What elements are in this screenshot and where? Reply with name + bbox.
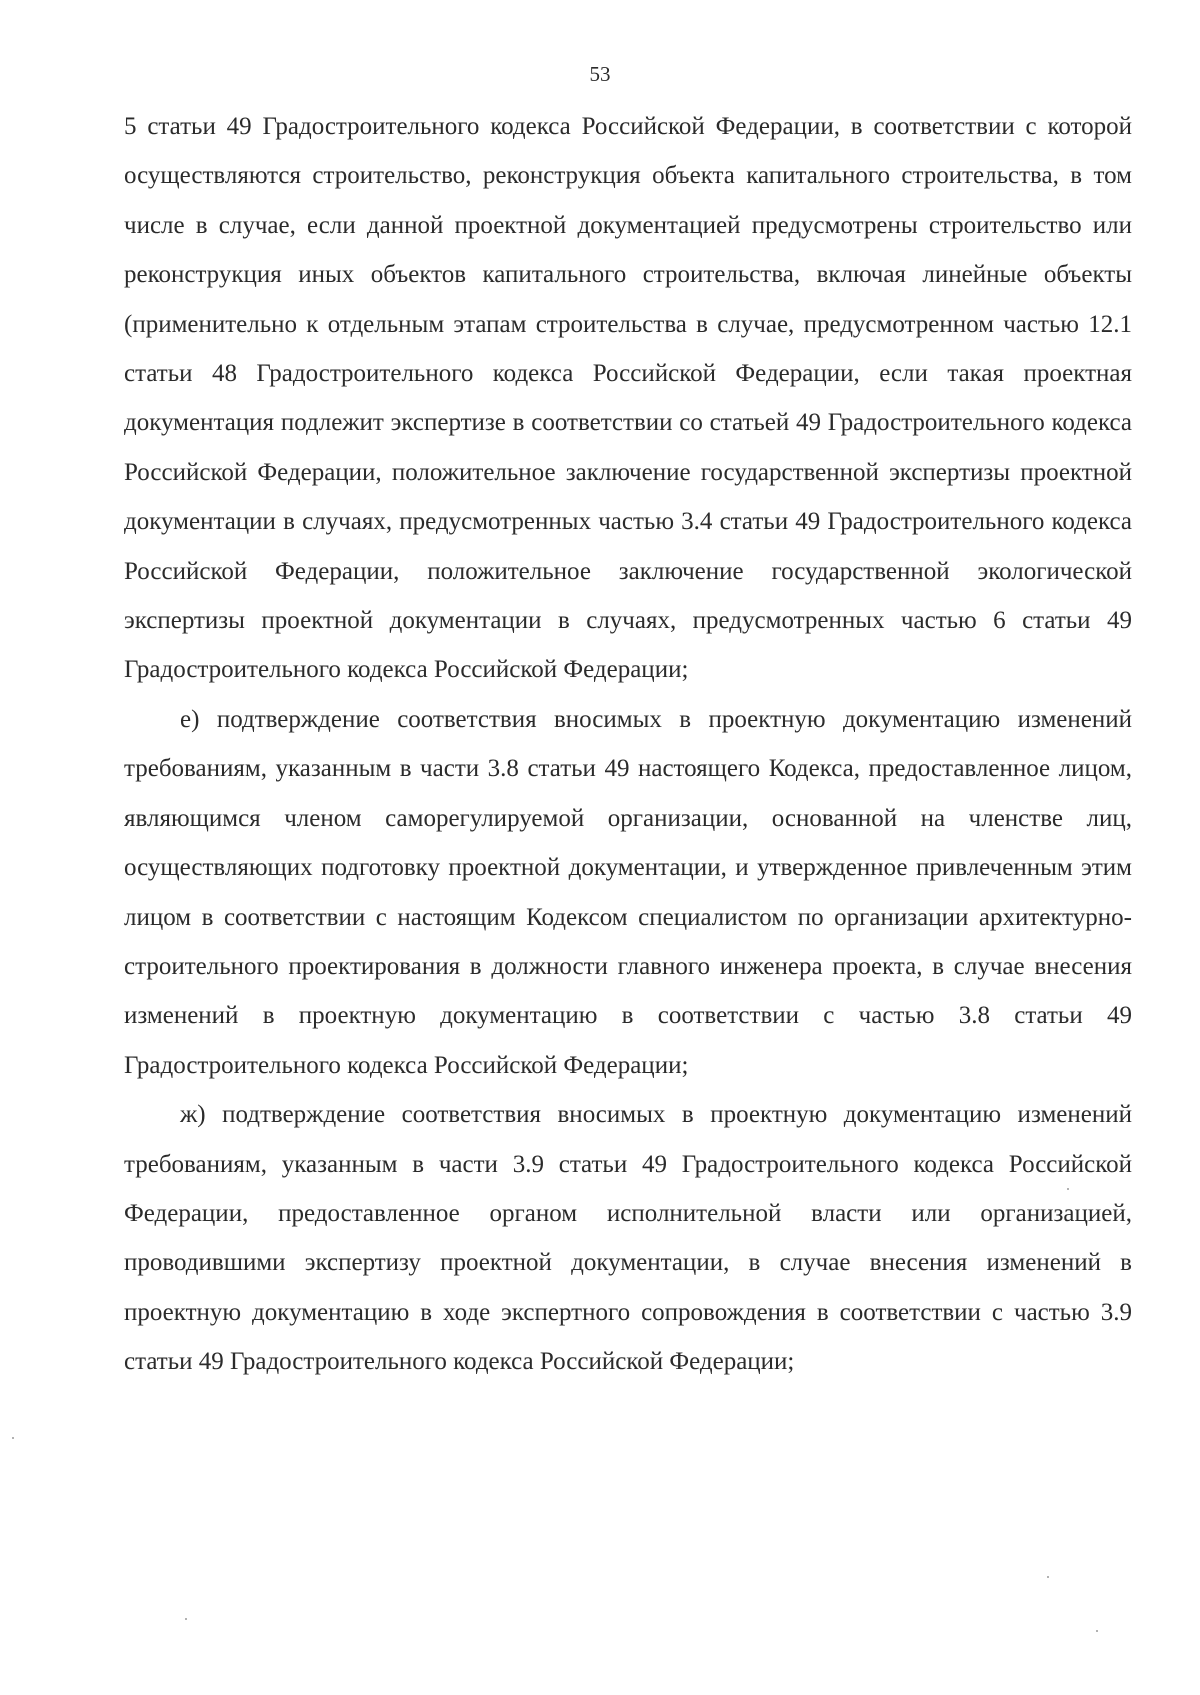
scan-speck [1047, 1576, 1049, 1578]
scan-speck [12, 1437, 14, 1439]
paragraph-item-e: е) подтверждение соответствия вносимых в проектную документацию изменений требованиям, указанным в части 3.8 статьи 49 настоящего Кодекса, предоставленное лицом, являющимся членом саморегулируемой организации, основанной на членстве лиц, осуществляющих подготовку проектной документации, и утвержденное привлеченным этим лицом в соответствии с настоящим Кодексом специалистом по организации архитектурно-строительного проектирования в должности главного инженера проекта, в случае внесения изменений в проектную документацию в соответствии с частью 3.8 статьи 49 Градостроительного кодекса Российской Федерации; [124, 705, 1132, 1079]
paragraph-item-zh: ж) подтверждение соответствия вносимых в проектную документацию изменений требованиям, указанным в части 3.9 статьи 49 Градостроительного кодекса Российской Федерации, предоставленное органом исполнительной власти или организацией, проводившими экспертизу проектной документации, в случае внесения изменений в проектную документацию в ходе экспертного сопровождения в соответствии с частью 3.9 статьи 49 Градостроительного кодекса Российской Федерации; [124, 1101, 1132, 1376]
paragraph-continuation: 5 статьи 49 Градостроительного кодекса Российской Федерации, в соответствии с которой осуществляются строительство, реконструкция объекта капитального строительства, в том числе в случае, если данной проектной документацией предусмотрены строительство или реконструкция иных объектов капитального строительства, включая линейные объекты (применительно к отдельным этапам строительства в случае, предусмотренном частью 12.1 статьи 48 Градостроительного кодекса Российской Федерации, если такая проектная документация подлежит экспертизе в соответствии со статьей 49 Градостроительного кодекса Российской Федерации, положительное заключение государственной экспертизы проектной документации в случаях, предусмотренных частью 3.4 статьи 49 Градостроительного кодекса Российской Федерации, положительное заключение государственной экологической экспертизы проектной документации в случаях, предусмотренных частью 6 статьи 49 Градостроительного кодекса Российской Федерации; [124, 113, 1132, 684]
scan-speck [1096, 1630, 1098, 1632]
page-number: 53 [589, 62, 611, 86]
scan-speck [1067, 1188, 1069, 1190]
document-body [124, 102, 1132, 1387]
scan-speck [185, 1618, 187, 1620]
